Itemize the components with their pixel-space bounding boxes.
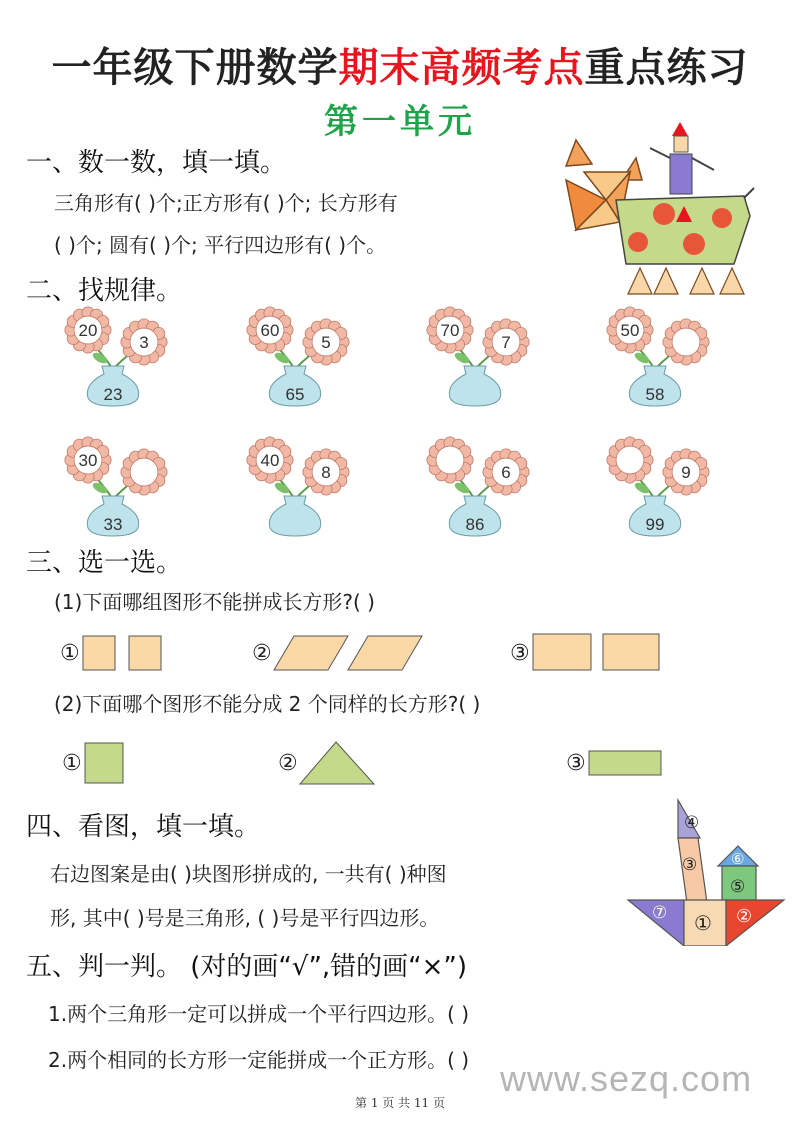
- section4-line2: 形, 其中( )号是三角形, ( )号是平行四边形。: [50, 906, 440, 930]
- q2-option3-rectangle: [588, 750, 664, 778]
- flower-vase-1: [65, 307, 167, 406]
- section4-line1: 右边图案是由( )块图形拼成的, 一共有( )种图: [50, 862, 447, 886]
- q2-option3-label: ③: [566, 751, 586, 776]
- section2-heading: 二、找规律。: [26, 276, 183, 306]
- section3-question2: (2)下面哪个图形不能分成 2 个同样的长方形?( ): [54, 692, 481, 716]
- q2-option1-square: [84, 742, 126, 786]
- title-part2: 期末高频考点: [338, 45, 585, 91]
- piece-label-6: ⑥: [731, 850, 745, 868]
- piece-label-3: ③: [682, 855, 698, 875]
- q1-option3-label: ③: [510, 641, 530, 666]
- section4-heading: 四、看图，填一填。: [26, 812, 261, 842]
- flower-vase-6: [247, 437, 349, 536]
- right-flower-number: 5: [321, 333, 331, 352]
- vase-number: 86: [465, 515, 485, 534]
- vase-number: 33: [103, 515, 123, 534]
- q2-option1-label: ①: [62, 751, 82, 776]
- flower-vase-7: [427, 437, 529, 536]
- cow-shapes-picture: [556, 118, 762, 298]
- right-flower-number: 6: [501, 463, 511, 482]
- title-part1: 一年级下册数学: [51, 45, 339, 91]
- flower-vase-3: [427, 307, 529, 406]
- q1-option3-rectangles: [532, 632, 662, 672]
- page-title: [0, 40, 800, 96]
- q1-option2-label: ②: [252, 641, 272, 666]
- section1-line2: ( )个; 圆有( )个; 平行四边形有( )个。: [54, 233, 387, 257]
- piece-label-7: ⑦: [652, 903, 668, 923]
- section1-heading: 一、数一数，填一填。: [26, 148, 287, 178]
- section3-heading: 三、选一选。: [26, 548, 183, 578]
- piece-label-2: ②: [736, 906, 753, 927]
- vase-number: 23: [103, 385, 123, 404]
- vase-number: 65: [285, 385, 305, 404]
- unit-title: 第一单元: [324, 102, 476, 142]
- right-flower-number: 9: [681, 463, 691, 482]
- left-flower-number: 50: [620, 321, 640, 340]
- q1-option1-label: ①: [60, 641, 80, 666]
- q1-option2-parallelograms: [272, 634, 424, 674]
- section5-item1: 1.两个三角形一定可以拼成一个平行四边形。( ): [48, 1002, 470, 1026]
- left-flower-number: 60: [260, 321, 280, 340]
- left-flower-number: 70: [440, 321, 460, 340]
- piece-label-1: ①: [694, 911, 712, 935]
- page-footer: 第 1 页 共 11 页: [355, 1096, 445, 1110]
- flower-vase-4: [607, 307, 709, 406]
- right-flower-number: 8: [321, 463, 331, 482]
- right-flower-number: 3: [139, 333, 149, 352]
- boat-tangram-picture: [622, 798, 788, 946]
- right-flower-number: 7: [501, 333, 511, 352]
- watermark: www.sezq.com: [500, 1058, 753, 1099]
- section1-line1: 三角形有( )个;正方形有( )个; 长方形有: [54, 191, 398, 215]
- title-part3: 重点练习: [584, 45, 749, 91]
- left-flower-number: 30: [78, 451, 98, 470]
- flower-vase-8: [607, 437, 709, 536]
- piece-label-4: ④: [684, 813, 700, 833]
- piece-label-5: ⑤: [730, 877, 746, 897]
- section5-heading: 五、判一判。 (对的画“√”,错的画“×”): [26, 952, 468, 982]
- section5-item2: 2.两个相同的长方形一定能拼成一个正方形。( ): [48, 1048, 470, 1072]
- flower-vase-5: [65, 437, 167, 536]
- vase-number: 58: [645, 385, 665, 404]
- left-flower-number: 20: [78, 321, 98, 340]
- q2-option2-label: ②: [278, 751, 298, 776]
- q2-option2-triangle: [298, 740, 376, 786]
- section3-question1: (1)下面哪组图形不能拼成长方形?( ): [54, 590, 375, 614]
- vase-number: 99: [645, 515, 665, 534]
- flower-vase-2: [247, 307, 349, 406]
- q1-option1-squares: [82, 634, 166, 674]
- flower-pattern-grid: [30, 300, 750, 540]
- left-flower-number: 40: [260, 451, 280, 470]
